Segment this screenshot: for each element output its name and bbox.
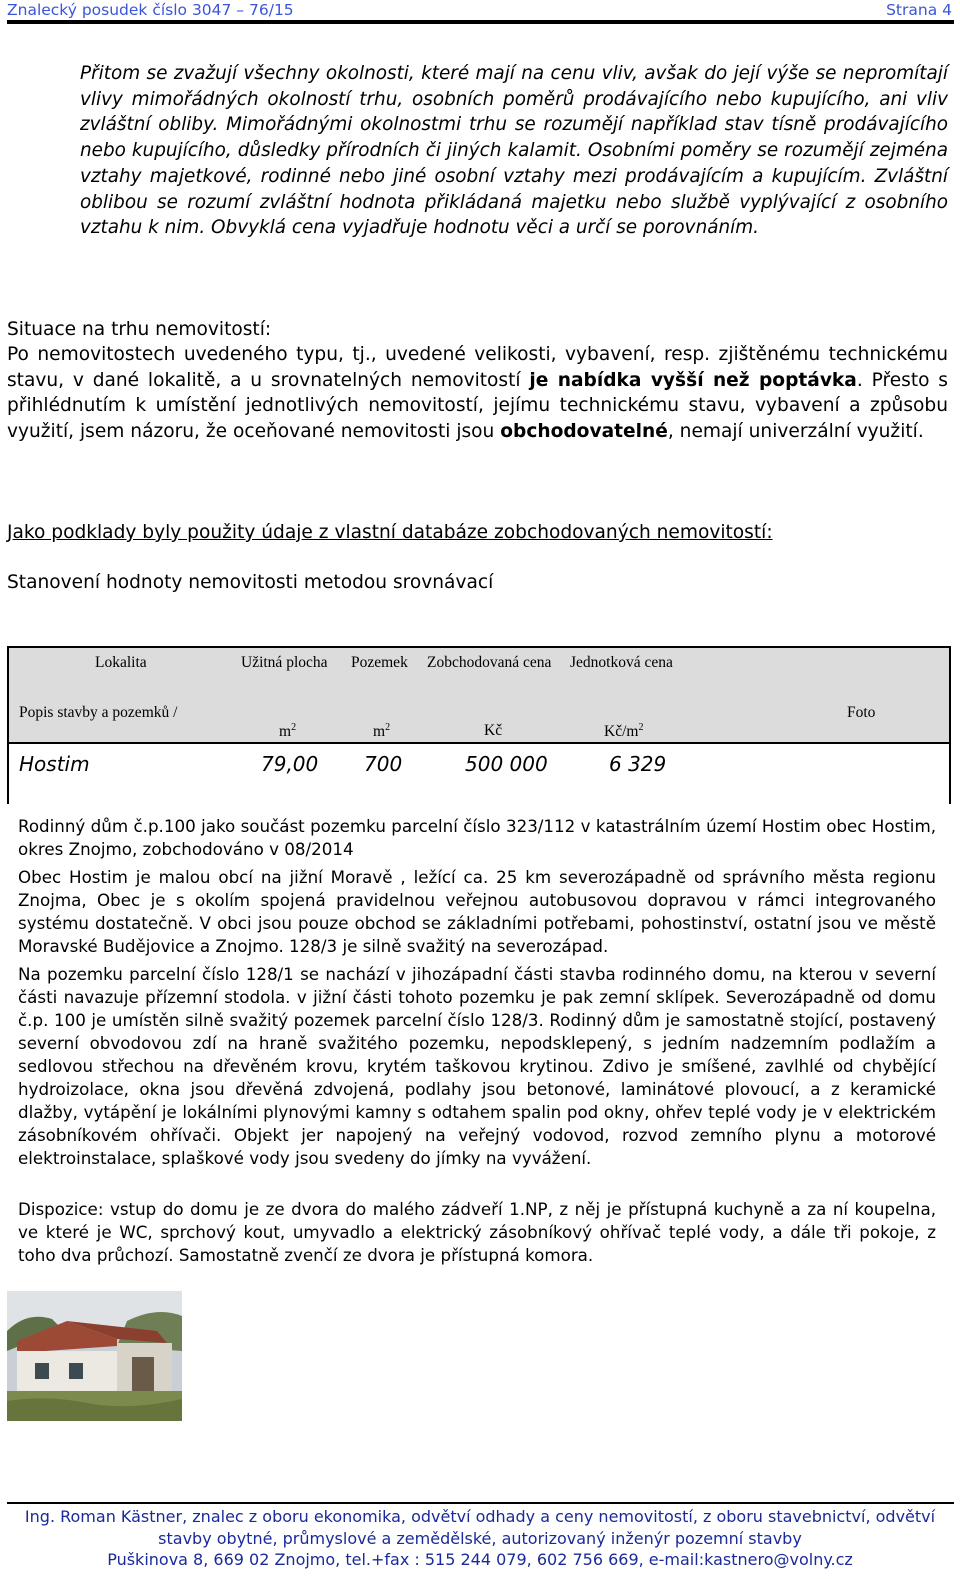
col-pozemek: Pozemek bbox=[351, 654, 408, 671]
market-paragraph bbox=[7, 342, 948, 445]
col-zobchodovana-cena: Zobchodovaná cena bbox=[427, 654, 552, 671]
footer-rule bbox=[7, 1502, 954, 1504]
house-photo bbox=[7, 1291, 182, 1421]
market-heading: Situace na trhu nemovitostí: bbox=[7, 319, 272, 340]
unit-jednotkova bbox=[604, 722, 643, 741]
intro-paragraph: Přitom se zvažují všechny okolnosti, které mají na cenu vliv, avšak do její výše se nepromítají vlivy mimořádných okolností trhu, osobních poměrů prodávajícího nebo kupujícího, ani vliv zvláštní obliby. Mimořádnými okolnostmi trhu se rozumějí například stav tísně prodávajícího nebo kupujícího, důsledky přírodních či jiných kalamit. Osobními poměry se rozumějí zejména vztahy majetkové, rodinné nebo jiné osobní vztahy mezi prodávajícím a kupujícím. Zvláštní oblibou se rozumí zvláštní hodnota přikládaná majetku nebo službě vyplývající z osobního vztahu k nim. Obvyklá cena vyjadřuje hodnotu věci a určí se porovnáním. bbox=[80, 63, 948, 239]
market-bold-b: obchodovatelné bbox=[500, 421, 668, 443]
desc-paragraph-4: Dispozice: vstup do domu je ze dvora do malého zádveří 1.NP, z něj je přístupná kuchyně a za ní koupelna, ve které je WC, sprchový kout, umyvadlo a elektrický zásobníkový ohřívač teplé vody, a dále tři pokoje, z toho dva průchozí. Samostatně zvenčí ze dvora je přístupná komora. bbox=[18, 1199, 936, 1265]
page-header bbox=[7, 0, 952, 22]
page-number: Strana 4 bbox=[886, 1, 952, 19]
cell-plocha: 79,00 bbox=[261, 752, 319, 776]
comparison-table bbox=[7, 646, 951, 806]
table-right-border bbox=[949, 646, 951, 804]
col-uzitna-plocha: Užitná plocha bbox=[241, 654, 328, 671]
market-text-c: , nemají univerzální využití. bbox=[667, 421, 924, 443]
col-popis: Popis stavby a pozemků / bbox=[19, 704, 178, 721]
unit-jednotkova-exp: 2 bbox=[638, 722, 644, 733]
unit-jednotkova-base: Kč/m bbox=[604, 723, 639, 741]
unit-pozemek-base: m bbox=[373, 723, 386, 741]
cell-cena: 500 000 bbox=[465, 752, 548, 776]
unit-plocha bbox=[279, 722, 296, 741]
cell-jednotkova: 6 329 bbox=[609, 752, 667, 776]
footer-line-1: Ing. Roman Kästner, znalec z oboru ekonomika, odvětví odhady a ceny nemovitostí, z oboru stavebnictví, odvětví bbox=[24, 1507, 936, 1526]
table-left-border bbox=[7, 646, 9, 804]
desc-paragraph-2: Obec Hostim je malou obcí na jižní Moravě , ležící ca. 25 km severozápadně od správního města regionu Znojma, Obec je s okolím spojená pravidelnou veřejnou autobusovou dopravou v rámci integrovaného systému dostatečně. V obci jsou pouze obchod se základními potřebami, pohostinství, ostatní jsou ve městě Moravské Budějovice a Znojmo. 128/3 je silně svažitý na severozápad. bbox=[18, 867, 936, 956]
cell-pozemek: 700 bbox=[364, 752, 403, 776]
col-lokalita: Lokalita bbox=[95, 654, 147, 671]
footer-line-2: stavby obytné, průmyslové a zemědělské, autorizovaný inženýr pozemní stavby bbox=[158, 1528, 802, 1548]
desc-paragraph-1: Rodinný dům č.p.100 jako součást pozemku parcelní číslo 323/112 v katastrálním území Hostim obec Hostim, okres Znojmo, zobchodováno v 08/2014 bbox=[18, 816, 936, 859]
header-rule bbox=[7, 20, 954, 24]
col-foto: Foto bbox=[847, 704, 876, 721]
unit-plocha-exp: 2 bbox=[291, 722, 297, 733]
market-text-a: Po nemovitostech uvedeného typu, tj., uvedené velikosti, vybavení, resp. zjištěnému technickému stavu, v dané lokalitě, a u srovnatelných nemovitostí bbox=[7, 344, 948, 391]
col-jednotkova-cena: Jednotková cena bbox=[570, 654, 673, 671]
unit-cena: Kč bbox=[484, 722, 503, 739]
unit-pozemek-exp: 2 bbox=[385, 722, 391, 733]
cell-lokalita: Hostim bbox=[19, 752, 90, 776]
desc-paragraph-3: Na pozemku parcelní číslo 128/1 se nachází v jihozápadní části stavba rodinného domu, na kterou v severní části navazuje přízemní stodola. v jižní části tohoto pozemku je pak zemní sklípek. Severozápadně od domu č.p. 100 je umístěn silně svažitý pozemek parcelní číslo 128/3. Rodinný dům je samostatně stojící, postavený severní obvodovou zdí na hraně svažitého pozemku, nepodsklepený, s jedním nadzemním podlažím a sedlovou střechou na dřevěném krovu, krytém taškovou krytinou. Zdivo je smíšené, zavlhlé od chybějící hydroizolace, okna jsou dřevěná zdvojená, podlahy jsou betonové, laminátové plovoucí, a z keramické dlažby, vytápění je lokálními plynovými kamny s odtahem spalin pod okny, ohřev teplé vody je v elektrickém zásobníkovém ohřívači. Objekt jer napojený na veřejný vodovod, rozvod zemního plynu a motorové elektroinstalace, splaškové vody jsou svedeny do jímky na vyvážení. bbox=[18, 964, 936, 1168]
page-footer bbox=[0, 1506, 960, 1571]
market-text-b: . Přesto s přihlédnutím k umístění jednotlivých nemovitostí, jejímu technickému stavu, vybavení a způsobu využití, jsem názoru, že oceňované nemovitosti jsou bbox=[7, 369, 948, 443]
market-bold-a: je nabídka vyšší než poptávka bbox=[529, 369, 857, 391]
footer-line-3: Puškinova 8, 669 02 Znojmo, tel.+fax : 515 244 079, 602 756 669, e-mail:kastnero@volny.cz bbox=[107, 1550, 853, 1569]
unit-plocha-base: m bbox=[279, 723, 292, 741]
method-line: Stanovení hodnoty nemovitosti metodou srovnávací bbox=[7, 572, 494, 593]
unit-pozemek bbox=[373, 722, 390, 741]
database-line: Jako podklady byly použity údaje z vlastní databáze zobchodovaných nemovitostí: bbox=[7, 522, 773, 543]
table-header-rule bbox=[7, 742, 951, 744]
document-title: Znalecký posudek číslo 3047 – 76/15 bbox=[7, 1, 294, 19]
